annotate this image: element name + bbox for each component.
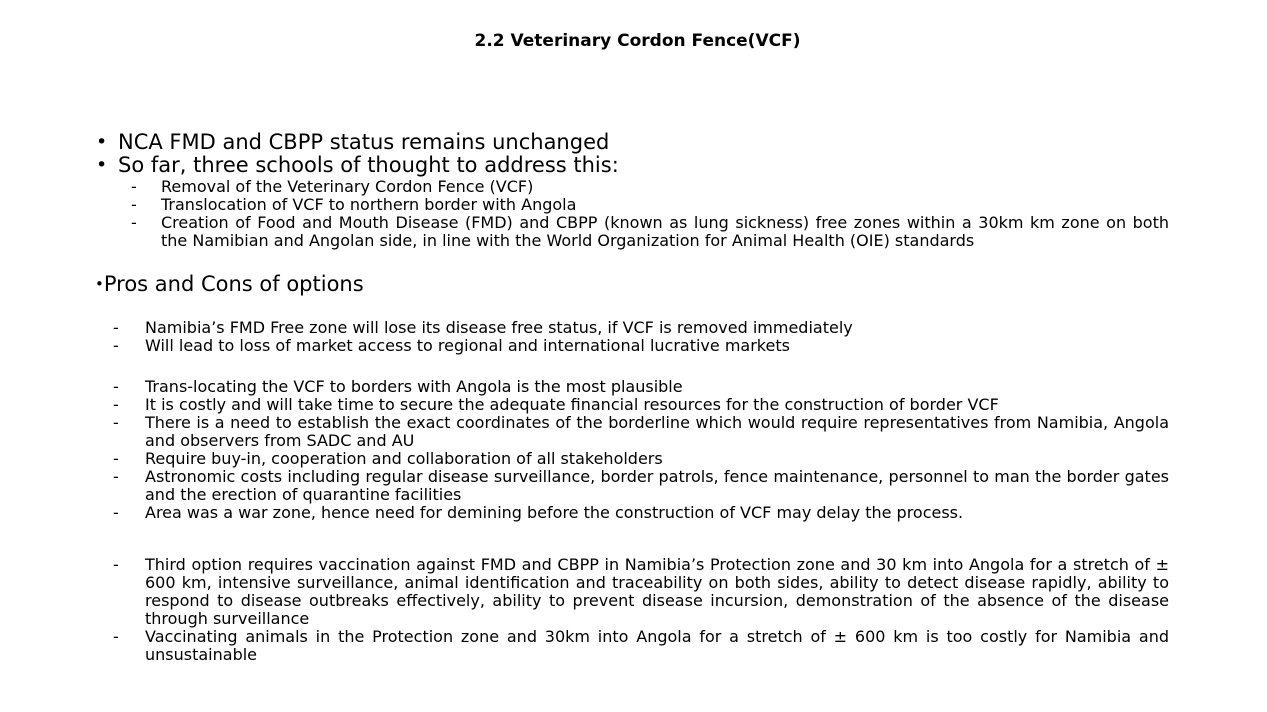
list-item: - Vaccinating animals in the Protection zone and 30km into Angola for a stretch of ± 600 km is too costly for Namibia and unsustainable xyxy=(113,627,1169,664)
main-bullet-item: • So far, three schools of thought to address this: xyxy=(96,153,619,177)
list-item: - Namibia’s FMD Free zone will lose its disease free status, if VCF is removed immediately xyxy=(113,318,853,337)
slide-title: 2.2 Veterinary Cordon Fence(VCF) xyxy=(474,31,801,51)
list-item: - Area was a war zone, hence need for demining before the construction of VCF may delay the process. xyxy=(113,503,964,522)
dash-icon: - xyxy=(113,413,119,432)
dash-icon: - xyxy=(131,213,137,232)
option-item: - Creation of Food and Mouth Disease (FMD) and CBPP (known as lung sickness) free zones within a 30km km zone on both the Namibian and Angolan side, in line with the World Organization for Animal Health (OIE) standards xyxy=(131,213,1169,250)
list-item: - Trans-locating the VCF to borders with Angola is the most plausible xyxy=(113,377,683,396)
dash-icon: - xyxy=(113,336,119,355)
list-item: - Third option requires vaccination against FMD and CBPP in Namibia’s Protection zone and 30 km into Angola for a stretch of ± 600 km, intensive surveillance, animal identification and traceability on both sides, ability to detect disease rapidly, ability to respond to disease outbreaks effectively, ability to prevent disease incursion, demonstration of the absence of the disease through surveillance xyxy=(113,555,1169,628)
translocation-list xyxy=(113,378,1169,522)
main-bullet-item: • NCA FMD and CBPP status remains unchanged xyxy=(96,130,610,154)
dash-icon: - xyxy=(131,195,137,214)
list-item: - Astronomic costs including regular disease surveillance, border patrols, fence maintenance, personnel to man the border gates and the erection of quarantine facilities xyxy=(113,467,1169,504)
dash-icon: - xyxy=(113,449,119,468)
main-bullet-list xyxy=(96,131,636,177)
dash-icon: - xyxy=(113,467,119,486)
bullet-icon: • xyxy=(96,154,108,176)
bullet-icon: • xyxy=(96,131,108,153)
dash-icon: - xyxy=(113,318,119,337)
option-item: - Removal of the Veterinary Cordon Fence (VCF) xyxy=(131,177,534,196)
dash-icon: - xyxy=(113,627,119,646)
dash-icon: - xyxy=(131,177,137,196)
list-item: - Require buy-in, cooperation and collaboration of all stakeholders xyxy=(113,449,663,468)
option-item: - Translocation of VCF to northern border with Angola xyxy=(131,195,577,214)
list-item: - It is costly and will take time to secure the adequate financial resources for the construction of border VCF xyxy=(113,395,999,414)
dash-icon: - xyxy=(113,377,119,396)
dash-icon: - xyxy=(113,555,119,574)
dash-icon: - xyxy=(113,503,119,522)
list-item: - There is a need to establish the exact coordinates of the borderline which would require representatives from Namibia, Angola and observers from SADC and AU xyxy=(113,413,1169,450)
dash-icon: - xyxy=(113,395,119,414)
vaccination-list xyxy=(113,556,1169,664)
options-list xyxy=(131,178,1169,250)
removal-consequences-list xyxy=(113,319,1169,355)
bullet-icon: • xyxy=(95,275,104,293)
pros-cons-heading: •Pros and Cons of options xyxy=(95,272,364,296)
list-item: - Will lead to loss of market access to regional and international lucrative markets xyxy=(113,336,790,355)
